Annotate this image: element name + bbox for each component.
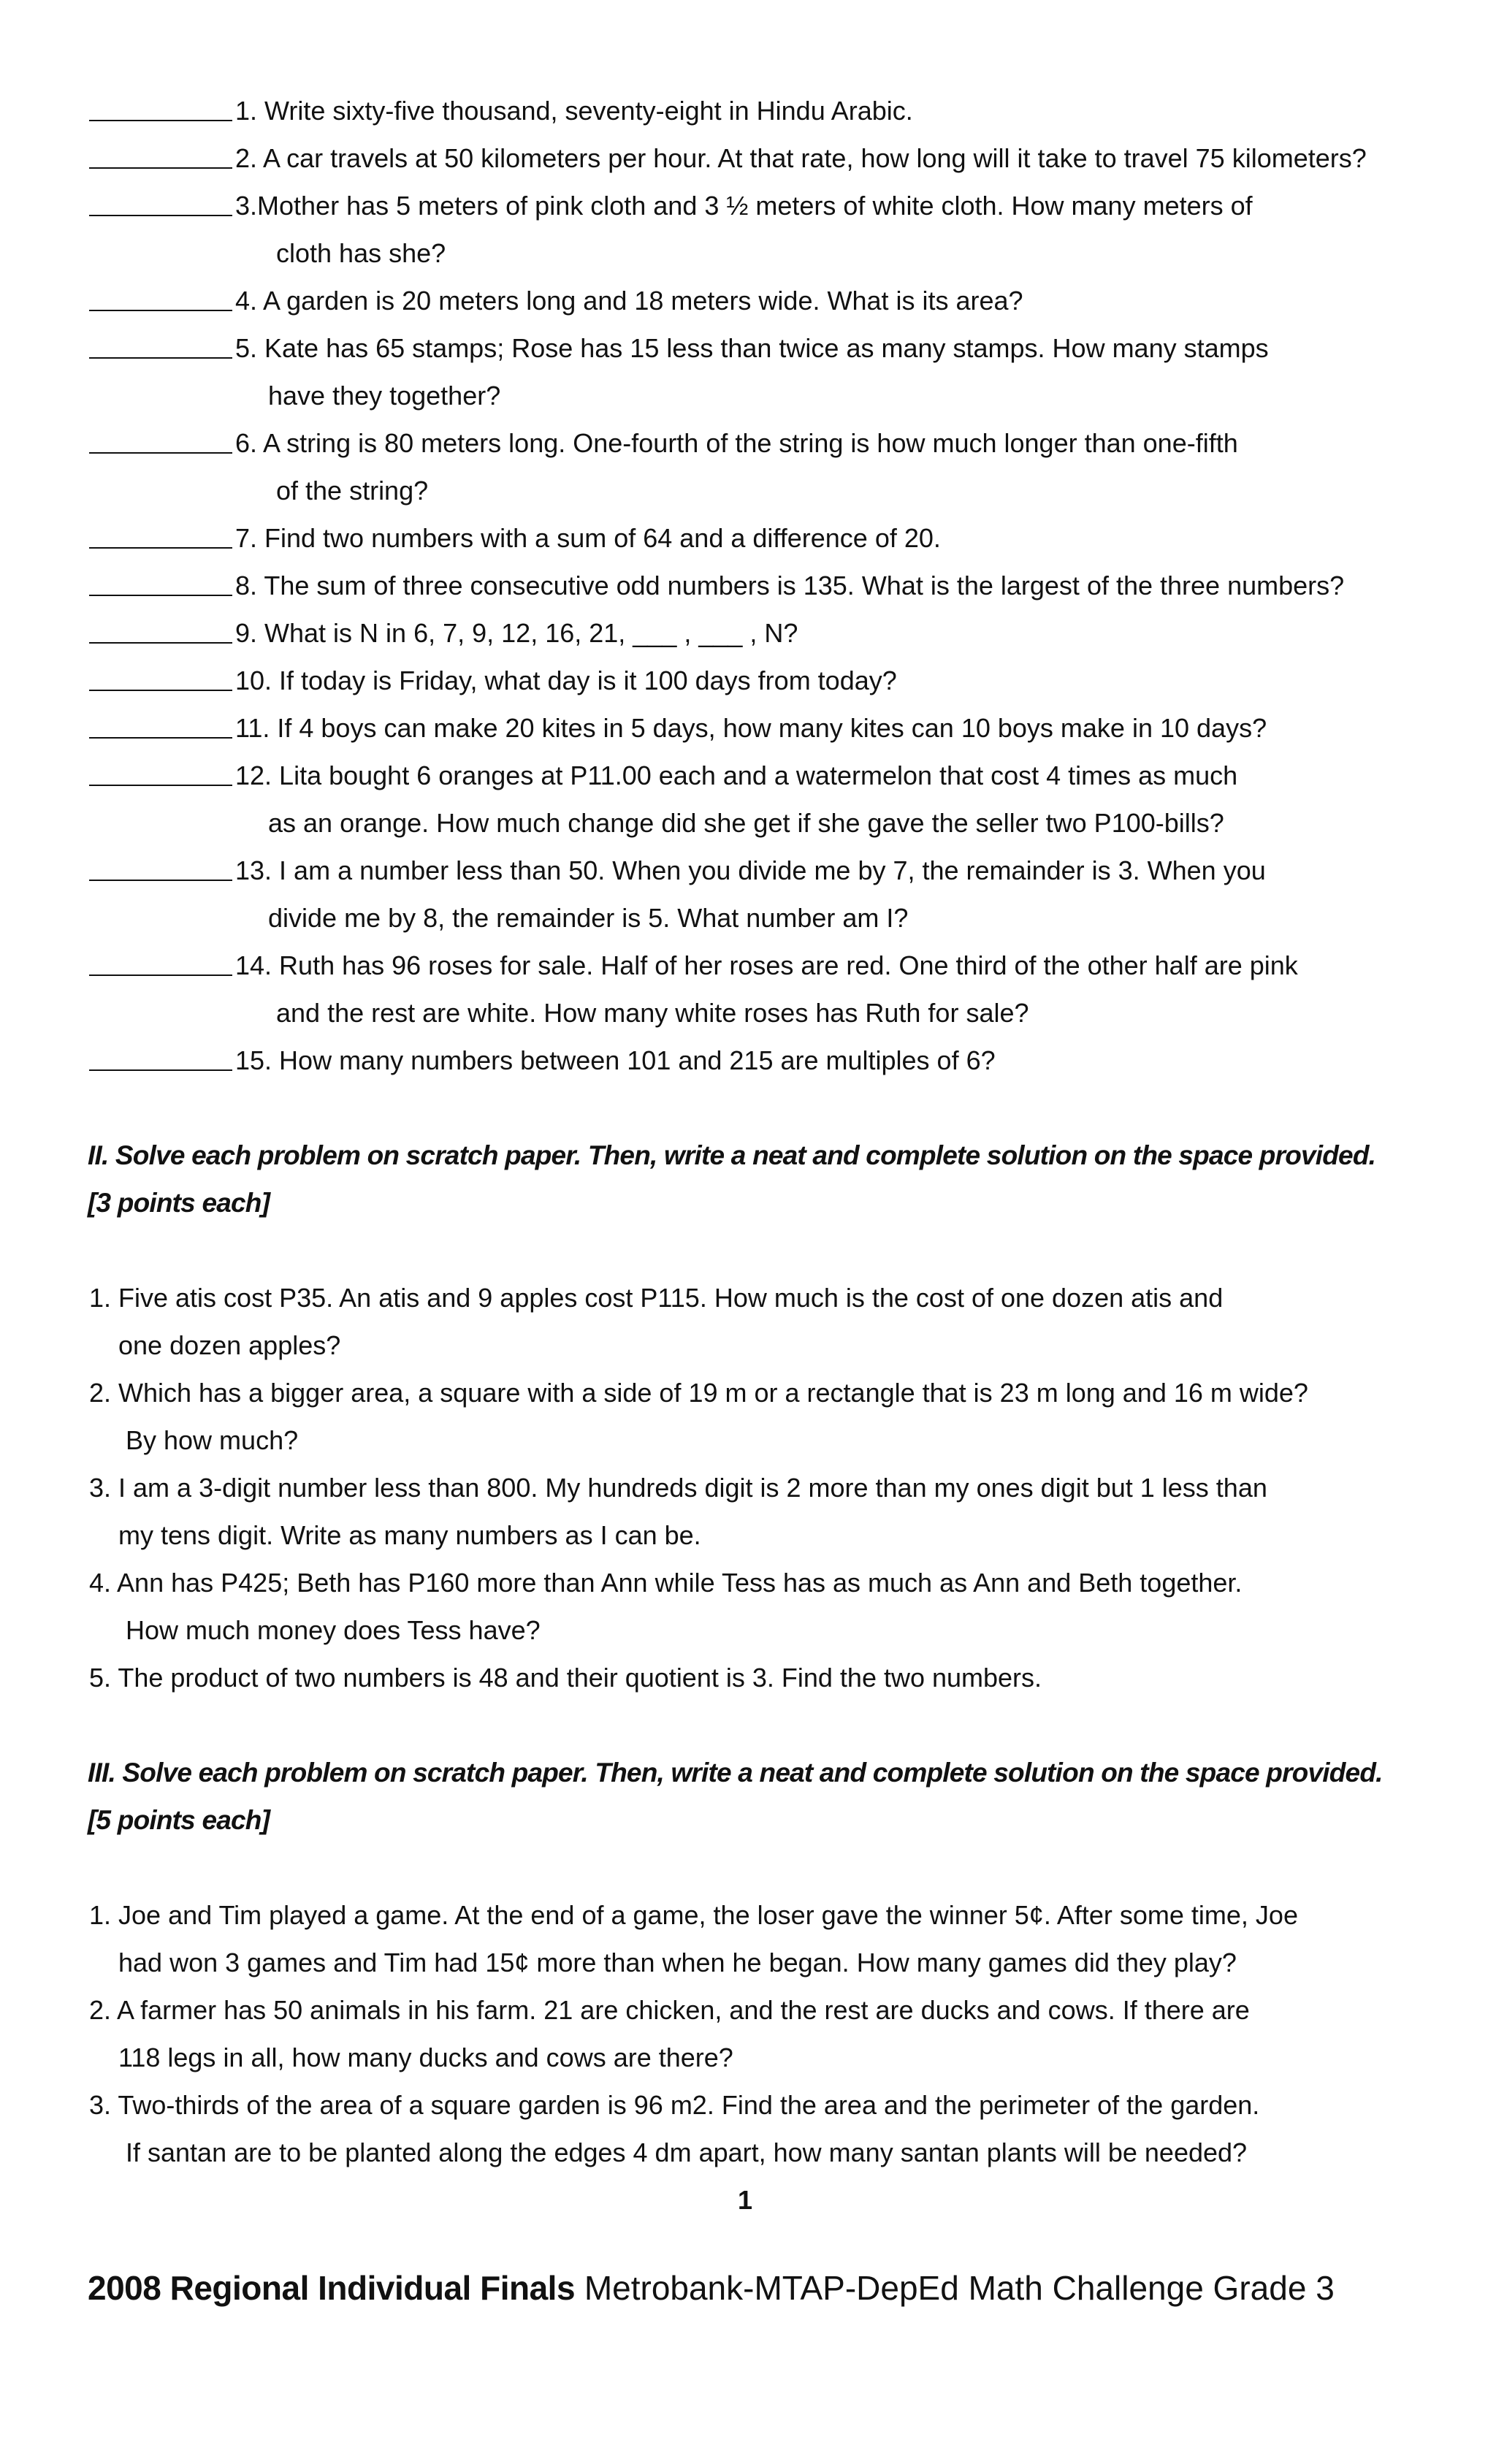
question-6-text: 6. A string is 80 meters long. One-fourth of the string is how much longer than one-fifth	[235, 428, 1238, 458]
question-11-text: 11. If 4 boys can make 20 kites in 5 days, how many kites can 10 boys make in 10 days?	[235, 713, 1267, 743]
question-5-text: 5. Kate has 65 stamps; Rose has 15 less than twice as many stamps. How many stamps	[235, 333, 1269, 363]
answer-blank-5[interactable]	[89, 332, 232, 365]
question-8-text: 8. The sum of three consecutive odd numbers is 135. What is the largest of the three numbers?	[235, 571, 1345, 600]
answer-blank-14[interactable]	[89, 950, 232, 982]
part-2-heading: II. Solve each problem on scratch paper. Then, write a neat and complete solution on the space provided.	[88, 1140, 1376, 1170]
question-4-text: 4. A garden is 20 meters long and 18 meters wide. What is its area?	[235, 286, 1023, 316]
part-3-problem-2-text-cont: 118 legs in all, how many ducks and cows are there?	[118, 2042, 733, 2072]
part-2-problem-4-text: 4. Ann has P425; Beth has P160 more than Ann while Tess has as much as Ann and Beth together.	[89, 1568, 1243, 1598]
part-2-problem-4-text-cont: How much money does Tess have?	[126, 1615, 541, 1645]
question-2-text: 2. A car travels at 50 kilometers per hour. At that rate, how long will it take to travel 75 kilometers?	[235, 143, 1367, 173]
question-6-text-cont: of the string?	[276, 476, 429, 506]
part-3-problem-1-text: 1. Joe and Tim played a game. At the end of a game, the loser gave the winner 5¢. After some time, Joe	[89, 1900, 1298, 1930]
part-3-heading: III. Solve each problem on scratch paper. Then, write a neat and complete solution on the space provided.	[88, 1758, 1383, 1788]
question-14-text-cont: and the rest are white. How many white roses has Ruth for sale?	[276, 998, 1029, 1028]
part-3-points: [5 points each]	[88, 1805, 270, 1835]
part-2-problem-2-text: 2. Which has a bigger area, a square with a side of 19 m or a rectangle that is 23 m long and 16 m wide?	[89, 1378, 1308, 1408]
question-13-text: 13. I am a number less than 50. When you divide me by 7, the remainder is 3. When you	[235, 855, 1266, 885]
page-number: 1	[738, 2185, 753, 2215]
question-5-text-cont: have they together?	[268, 381, 501, 411]
question-14-text: 14. Ruth has 96 roses for sale. Half of her roses are red. One third of the other half are pink	[235, 950, 1298, 980]
question-9-text: 9. What is N in 6, 7, 9, 12, 16, 21, ___ , ___ , N?	[235, 618, 798, 648]
part-2-problem-3-text: 3. I am a 3-digit number less than 800. My hundreds digit is 2 more than my ones digit but 1 less than	[89, 1473, 1267, 1503]
part-2-problem-5-text: 5. The product of two numbers is 48 and their quotient is 3. Find the two numbers.	[89, 1663, 1042, 1693]
part-2-problem-2-text-cont: By how much?	[126, 1425, 299, 1455]
part-2-problem-3-text-cont: my tens digit. Write as many numbers as I can be.	[118, 1520, 701, 1550]
question-3-text-cont: cloth has she?	[276, 238, 446, 268]
answer-blank-15[interactable]	[89, 1045, 232, 1077]
answer-blank-8[interactable]	[89, 570, 232, 602]
footer	[88, 2267, 1335, 2308]
answer-blank-1[interactable]	[89, 95, 232, 127]
answer-blank-11[interactable]	[89, 712, 232, 744]
question-3-text: 3.Mother has 5 meters of pink cloth and 3 ½ meters of white cloth. How many meters of	[235, 191, 1253, 221]
answer-blank-2[interactable]	[89, 142, 232, 175]
answer-blank-7[interactable]	[89, 522, 232, 554]
footer-event-title: 2008 Regional Individual Finals	[88, 2269, 576, 2307]
question-1-text: 1. Write sixty-five thousand, seventy-eight in Hindu Arabic.	[235, 96, 913, 126]
answer-blank-3[interactable]	[89, 190, 232, 222]
part-3-problem-3-text: 3. Two-thirds of the area of a square garden is 96 m2. Find the area and the perimeter of the garden.	[89, 2090, 1260, 2120]
footer-competition-name: Metrobank-MTAP-DepEd Math Challenge Grade 3	[584, 2269, 1335, 2307]
question-10-text: 10. If today is Friday, what day is it 100 days from today?	[235, 665, 897, 695]
part-3-problem-2-text: 2. A farmer has 50 animals in his farm. 21 are chicken, and the rest are ducks and cows. If there are	[89, 1995, 1250, 2025]
answer-blank-12[interactable]	[89, 760, 232, 792]
answer-blank-6[interactable]	[89, 427, 232, 459]
answer-blank-13[interactable]	[89, 855, 232, 887]
part-3-problem-1-text-cont: had won 3 games and Tim had 15¢ more than when he began. How many games did they play?	[118, 1948, 1237, 1977]
part-2-problem-1-text: 1. Five atis cost P35. An atis and 9 apples cost P115. How much is the cost of one dozen atis and	[89, 1283, 1224, 1313]
answer-blank-4[interactable]	[89, 285, 232, 317]
answer-blank-10[interactable]	[89, 665, 232, 697]
question-7-text: 7. Find two numbers with a sum of 64 and a difference of 20.	[235, 523, 941, 553]
question-12-text-cont: as an orange. How much change did she get if she gave the seller two P100-bills?	[268, 808, 1224, 838]
question-15-text: 15. How many numbers between 101 and 215 are multiples of 6?	[235, 1045, 996, 1075]
answer-blank-9[interactable]	[89, 617, 232, 649]
part-3-problem-3-text-cont: If santan are to be planted along the edges 4 dm apart, how many santan plants will be needed?	[126, 2137, 1248, 2167]
part-2-points: [3 points each]	[88, 1188, 270, 1218]
question-13-text-cont: divide me by 8, the remainder is 5. What number am I?	[268, 903, 909, 933]
part-2-problem-1-text-cont: one dozen apples?	[118, 1330, 341, 1360]
question-12-text: 12. Lita bought 6 oranges at P11.00 each and a watermelon that cost 4 times as much	[235, 760, 1238, 790]
